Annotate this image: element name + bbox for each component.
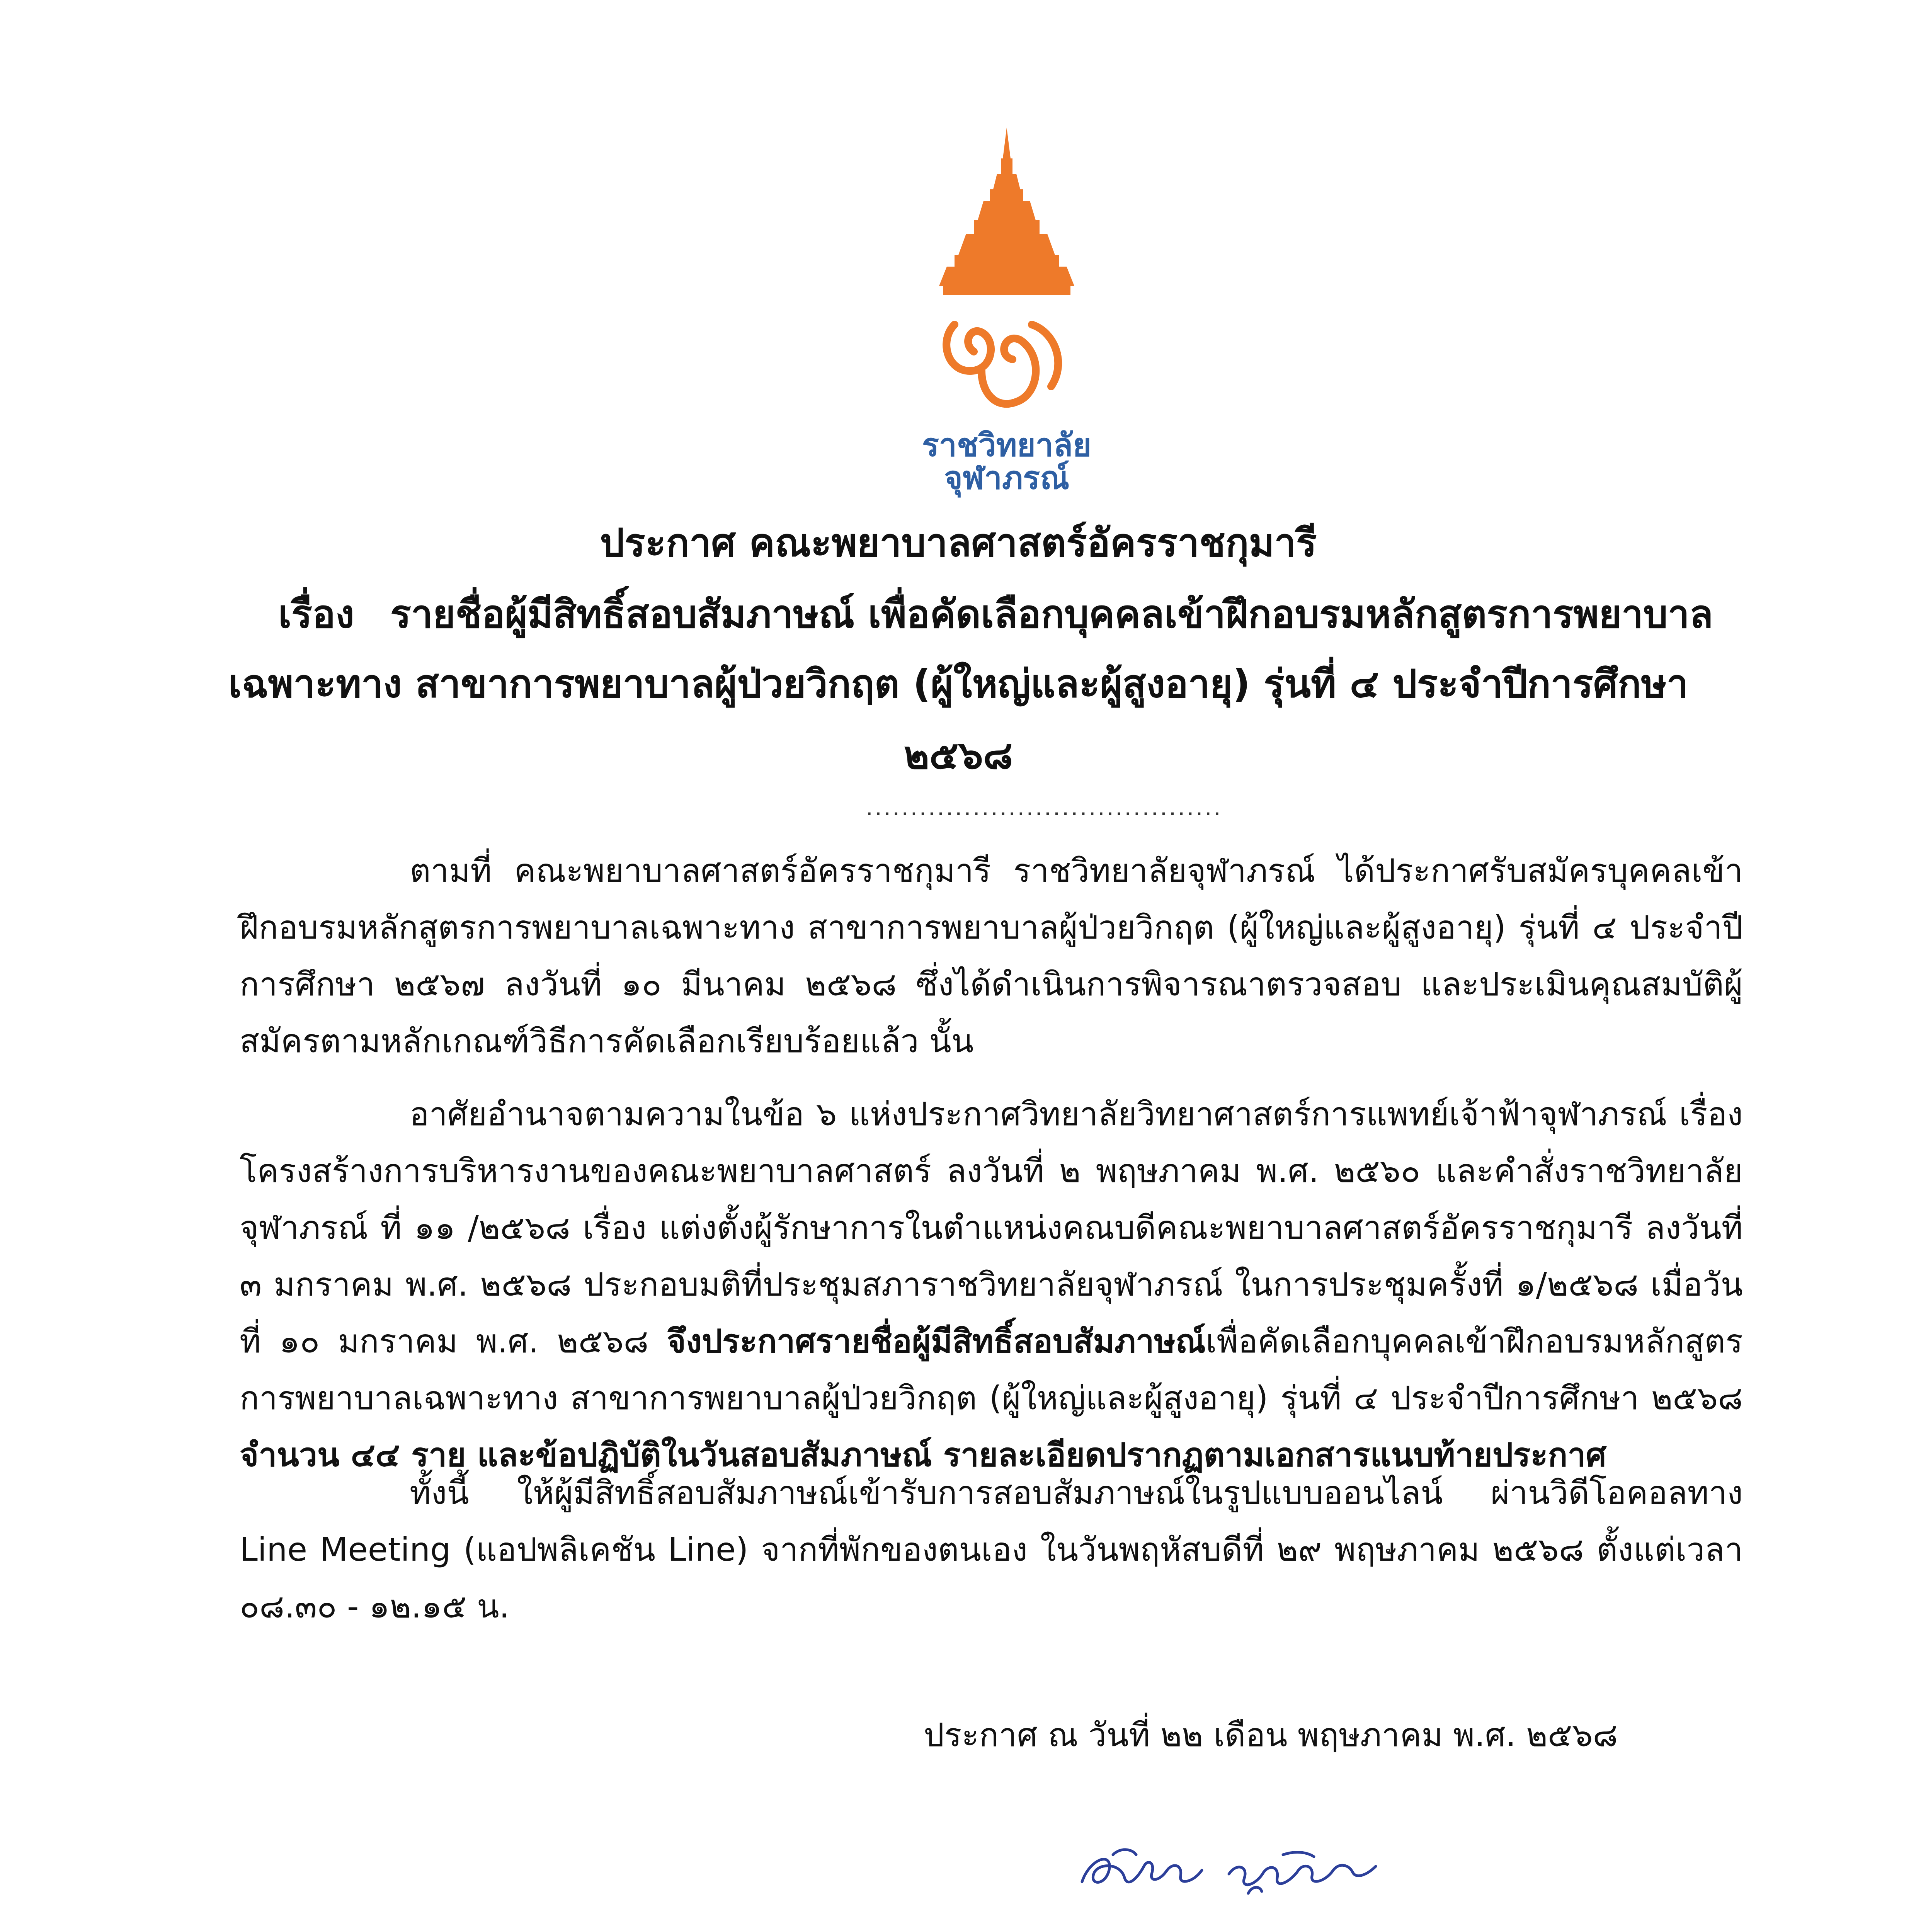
announcement-title: ประกาศ คณะพยาบาลศาสตร์อัครราชกุมารี <box>600 520 1317 565</box>
handwritten-signature-icon <box>1067 1828 1395 1905</box>
subject-label: เรื่อง <box>278 592 354 637</box>
announcement-date: ประกาศ ณ วันที่ ๒๒ เดือน พฤษภาคม พ.ศ. ๒๕๖๘ <box>924 1716 1618 1754</box>
logo-text-line2: จุฬาภรณ์ <box>944 460 1070 497</box>
subject-line-1 <box>278 587 1747 641</box>
subject-text-1: รายชื่อผู้มีสิทธิ์สอบสัมภาษณ์ เพื่อคัดเลือกบุคคลเข้าฝึกอบรมหลักสูตรการพยาบาล <box>390 592 1713 637</box>
college-emblem-logo <box>904 124 1109 495</box>
logo-text-line1: ราชวิทยาลัย <box>922 427 1092 464</box>
body-paragraph-1: ตามที่ คณะพยาบาลศาสตร์อัครราชกุมารี ราชวิทยาลัยจุฬาภรณ์ ได้ประกาศรับสมัครบุคคลเข้าฝึกอบรมหลักสูตรการพยาบาลเฉพาะทาง สาขาการพยาบาลผู้ป่วยวิกฤต (ผู้ใหญ่และผู้สูงอายุ) รุ่นที่ ๔ ประจำปีการศึกษา ๒๕๖๗ ลงวันที่ ๑๐ มีนาคม ๒๕๖๘ ซึ่งได้ดำเนินการพิจารณาตรวจสอบ และประเมินคุณสมบัติผู้สมัครตามหลักเกณฑ์วิธีการคัดเลือกเรียบร้อยแล้ว นั้น <box>240 852 1743 1060</box>
divider: ........................................ <box>866 794 1222 821</box>
subject-line-2: เฉพาะทาง สาขาการพยาบาลผู้ป่วยวิกฤต (ผู้ใหญ่และผู้สูงอายุ) รุ่นที่ ๔ ประจำปีการศึกษา <box>228 661 1688 706</box>
para2-text-middle: เพื่อคัดเลือกบุคคลเข้าฝึกอบรมหลักสูตรการพยาบาลเฉพาะทาง สาขาการพยาบาลผู้ป่วยวิกฤต (ผู้ใหญ่และผู้สูงอายุ) รุ่นที่ ๔ ประจำปีการศึกษา ๒๕๖๘ <box>240 1322 1743 1417</box>
body-paragraph-3: ทั้งนี้ ให้ผู้มีสิทธิ์สอบสัมภาษณ์เข้ารับการสอบสัมภาษณ์ในรูปแบบออนไลน์ ผ่านวิดีโอคอลทาง Line Meeting (แอปพลิเคชัน Line) จากที่พักของตนเอง ในวันพฤหัสบดีที่ ๒๙ พฤษภาคม ๒๕๖๘ ตั้งแต่เวลา ๐๘.๓๐ - ๑๒.๑๕ น. <box>240 1474 1743 1625</box>
college-emblem-icon <box>904 124 1109 495</box>
para2-bold-count: จำนวน ๔๔ ราย และข้อปฏิบัติในวันสอบสัมภาษณ์ รายละเอียดปรากฏตามเอกสารแนบท้ายประกาศ <box>240 1436 1606 1474</box>
signature <box>1067 1828 1395 1905</box>
subject-line-3: ๒๕๖๘ <box>904 733 1013 778</box>
para2-bold-announce: จึงประกาศรายชื่อผู้มีสิทธิ์สอบสัมภาษณ์ <box>667 1322 1206 1360</box>
para2-text-start: อาศัยอำนาจตามความในข้อ ๖ แห่งประกาศวิทยาลัยวิทยาศาสตร์การแพทย์เจ้าฟ้าจุฬาภรณ์ เรื่อง โครงสร้างการบริหารงานของคณะพยาบาลศาสตร์ ลงวันที่ ๒ พฤษภาคม พ.ศ. ๒๕๖๐ และคำสั่งราชวิทยาลัยจุฬาภรณ์ ที่ ๑๑ /๒๕๖๘ เรื่อง แต่งตั้งผู้รักษาการในตำแหน่งคณบดีคณะพยาบาลศาสตร์อัครราชกุมารี ลงวันที่ ๓ มกราคม พ.ศ. ๒๕๖๘ ประกอบมติที่ประชุมสภาราชวิทยาลัยจุฬาภรณ์ ในการประชุมครั้งที่ ๑/๒๕๖๘ เมื่อวันที่ ๑๐ มกราคม พ.ศ. ๒๕๖๘ <box>240 1095 1743 1360</box>
body-paragraph-2 <box>240 1086 1743 1483</box>
